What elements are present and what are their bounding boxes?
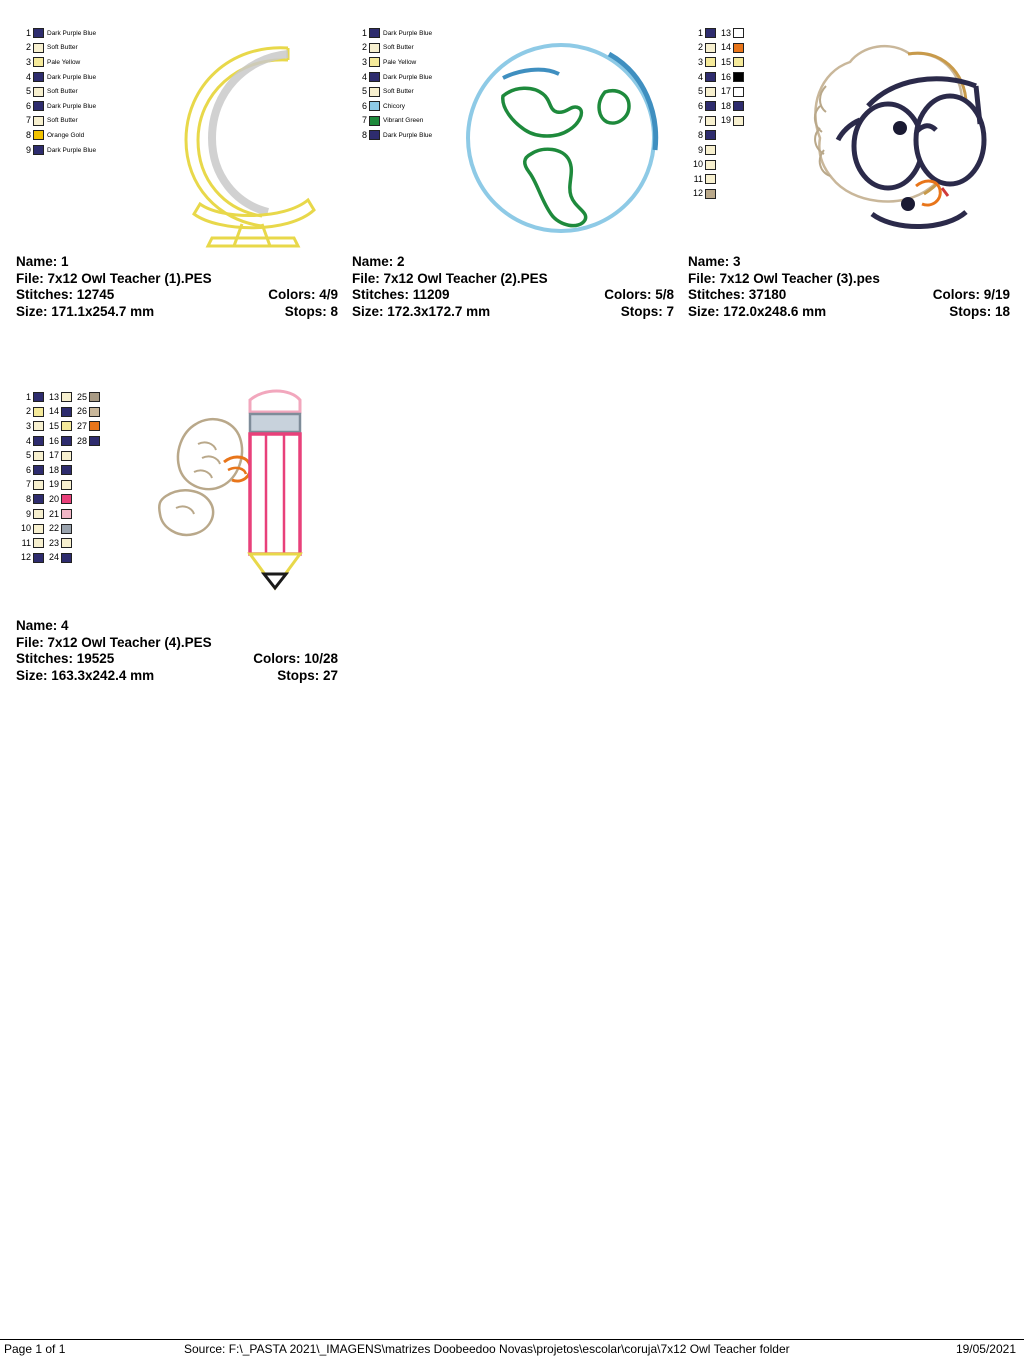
- color-swatch: [61, 436, 72, 446]
- color-name: Dark Purple Blue: [47, 146, 97, 154]
- color-swatch: [705, 87, 716, 97]
- color-swatch: [369, 28, 380, 38]
- color-index: 8: [697, 129, 703, 140]
- color-index: 10: [20, 523, 31, 534]
- color-swatch: [33, 28, 44, 38]
- color-name: Dark Purple Blue: [47, 102, 97, 110]
- color-name: Soft Butter: [47, 44, 78, 52]
- color-swatch: [733, 101, 744, 111]
- color-index: 19: [48, 479, 59, 490]
- color-row: [352, 55, 432, 70]
- color-column: [72, 390, 100, 565]
- color-name: Orange Gold: [47, 131, 85, 139]
- color-name: Soft Butter: [47, 88, 78, 96]
- meta-size-line: [352, 304, 674, 321]
- color-swatch: [33, 465, 44, 475]
- color-row: [44, 551, 72, 566]
- color-row: [16, 70, 96, 85]
- color-swatch: [369, 116, 380, 126]
- design-name: Name: 4: [16, 618, 69, 633]
- color-index: 9: [25, 144, 31, 155]
- design-art-area-2: [344, 14, 680, 254]
- color-row: [716, 70, 744, 85]
- color-swatch: [33, 407, 44, 417]
- color-swatch: [705, 43, 716, 53]
- color-row: [16, 419, 44, 434]
- color-swatch: [61, 524, 72, 534]
- design-name: Name: 2: [352, 254, 405, 269]
- design-row: [8, 14, 1016, 320]
- color-row: [72, 405, 100, 420]
- design-card-1: [8, 14, 344, 320]
- color-swatch: [61, 407, 72, 417]
- embroidery-preview-globe-earth: [459, 34, 669, 244]
- design-meta-2: [344, 254, 674, 320]
- color-row: [16, 55, 96, 70]
- color-index: 23: [48, 537, 59, 548]
- color-index: 4: [25, 435, 31, 446]
- design-file: File: 7x12 Owl Teacher (4).PES: [16, 634, 212, 650]
- color-index: 4: [697, 71, 703, 82]
- color-row: [16, 448, 44, 463]
- color-index: 2: [697, 42, 703, 53]
- color-row: [44, 507, 72, 522]
- color-row: [688, 114, 716, 129]
- color-swatch: [61, 421, 72, 431]
- embroidery-preview-globe-stand: [138, 24, 338, 254]
- color-index: 5: [25, 86, 31, 97]
- meta-stitches-line: [352, 287, 674, 304]
- color-swatch: [33, 509, 44, 519]
- color-index: 7: [25, 479, 31, 490]
- color-index: 28: [76, 435, 87, 446]
- design-size: Size: 172.0x248.6 mm: [688, 303, 827, 319]
- color-index: 1: [361, 27, 367, 38]
- color-swatch: [33, 538, 44, 548]
- color-index: 6: [361, 100, 367, 111]
- color-row: [688, 143, 716, 158]
- design-size: Size: 172.3x172.7 mm: [352, 303, 491, 319]
- color-index: 2: [25, 42, 31, 53]
- design-name: Name: 1: [16, 254, 69, 269]
- color-swatch: [33, 116, 44, 126]
- color-swatch: [733, 28, 744, 38]
- design-stops: Stops: 27: [277, 667, 338, 683]
- color-list-3: [688, 26, 744, 201]
- color-index: 5: [697, 86, 703, 97]
- color-row: [44, 434, 72, 449]
- color-swatch: [61, 465, 72, 475]
- color-row: [16, 551, 44, 566]
- color-index: 4: [25, 71, 31, 82]
- color-swatch: [705, 160, 716, 170]
- color-swatch: [33, 101, 44, 111]
- color-row: [44, 448, 72, 463]
- design-stitches: Stitches: 37180: [688, 287, 787, 302]
- color-row: [688, 99, 716, 114]
- color-name: Pale Yellow: [47, 58, 81, 66]
- color-row: [688, 157, 716, 172]
- color-swatch: [369, 101, 380, 111]
- color-list-1: [16, 26, 96, 157]
- color-swatch: [369, 72, 380, 82]
- color-row: [16, 390, 44, 405]
- meta-file-line: [16, 271, 338, 288]
- color-index: 5: [25, 450, 31, 461]
- color-index: 6: [697, 100, 703, 111]
- color-swatch: [33, 494, 44, 504]
- color-index: 17: [720, 86, 731, 97]
- color-index: 8: [361, 129, 367, 140]
- design-colors: Colors: 5/8: [604, 287, 674, 302]
- design-card-4: [8, 378, 344, 684]
- color-row: [44, 478, 72, 493]
- color-row: [16, 536, 44, 551]
- color-row: [16, 41, 96, 56]
- color-index: 15: [48, 420, 59, 431]
- meta-file-line: [688, 271, 1010, 288]
- color-row: [352, 41, 432, 56]
- color-row: [72, 434, 100, 449]
- color-row: [688, 55, 716, 70]
- design-stops: Stops: 7: [620, 303, 674, 319]
- color-index: 6: [25, 100, 31, 111]
- color-index: 13: [48, 391, 59, 402]
- design-meta-3: [680, 254, 1010, 320]
- color-row: [16, 405, 44, 420]
- color-index: 26: [76, 406, 87, 417]
- design-art-area-1: [8, 14, 344, 254]
- color-index: 21: [48, 508, 59, 519]
- design-art-area-4: [8, 378, 344, 618]
- color-swatch: [733, 87, 744, 97]
- color-index: 14: [48, 406, 59, 417]
- color-swatch: [33, 553, 44, 563]
- color-swatch: [733, 72, 744, 82]
- color-index: 6: [25, 464, 31, 475]
- color-swatch: [61, 451, 72, 461]
- design-meta-4: [8, 618, 338, 684]
- color-swatch: [33, 57, 44, 67]
- color-swatch: [33, 436, 44, 446]
- color-swatch: [705, 189, 716, 199]
- design-file: File: 7x12 Owl Teacher (3).pes: [688, 270, 880, 286]
- color-swatch: [89, 436, 100, 446]
- color-swatch: [33, 480, 44, 490]
- design-card-2: [344, 14, 680, 320]
- color-name: Dark Purple Blue: [383, 131, 433, 139]
- color-swatch: [705, 57, 716, 67]
- color-index: 24: [48, 552, 59, 563]
- color-name: Dark Purple Blue: [47, 29, 97, 37]
- color-index: 2: [25, 406, 31, 417]
- color-index: 14: [720, 42, 731, 53]
- design-row: [8, 378, 1016, 684]
- design-stops: Stops: 18: [949, 303, 1010, 319]
- color-row: [72, 419, 100, 434]
- footer-page-number: Page 1 of 1: [4, 1342, 66, 1356]
- color-name: Soft Butter: [383, 88, 414, 96]
- color-swatch: [33, 421, 44, 431]
- color-index: 7: [697, 115, 703, 126]
- color-column: [352, 26, 432, 143]
- design-size: Size: 163.3x242.4 mm: [16, 667, 155, 683]
- color-swatch: [61, 538, 72, 548]
- color-swatch: [705, 28, 716, 38]
- color-index: 8: [25, 493, 31, 504]
- embroidery-preview-owl-pencil: [138, 386, 338, 616]
- color-index: 7: [361, 115, 367, 126]
- design-stitches: Stitches: 11209: [352, 287, 450, 302]
- color-row: [44, 521, 72, 536]
- design-stitches: Stitches: 12745: [16, 287, 115, 302]
- color-index: 5: [361, 86, 367, 97]
- color-name: Vibrant Green: [383, 117, 424, 125]
- color-swatch: [33, 524, 44, 534]
- meta-stitches-line: [16, 651, 338, 668]
- color-row: [352, 26, 432, 41]
- embroidery-preview-owl-glasses: [790, 28, 990, 258]
- color-name: Soft Butter: [47, 117, 78, 125]
- color-name: Soft Butter: [383, 44, 414, 52]
- color-row: [16, 434, 44, 449]
- design-art-area-3: [680, 14, 1016, 254]
- design-stops: Stops: 8: [284, 303, 338, 319]
- design-meta-1: [8, 254, 338, 320]
- design-name: Name: 3: [688, 254, 741, 269]
- color-swatch: [705, 130, 716, 140]
- design-colors: Colors: 10/28: [253, 651, 338, 666]
- color-row: [688, 26, 716, 41]
- color-index: 3: [697, 56, 703, 67]
- color-row: [716, 114, 744, 129]
- color-swatch: [369, 43, 380, 53]
- color-column: [688, 26, 716, 201]
- meta-file-line: [16, 635, 338, 652]
- color-row: [16, 26, 96, 41]
- color-index: 1: [25, 27, 31, 38]
- color-index: 27: [76, 420, 87, 431]
- color-column: [716, 26, 744, 201]
- meta-stitches-line: [16, 287, 338, 304]
- color-index: 3: [25, 56, 31, 67]
- color-index: 2: [361, 42, 367, 53]
- meta-size-line: [16, 668, 338, 685]
- color-swatch: [705, 72, 716, 82]
- design-colors: Colors: 4/9: [268, 287, 338, 302]
- design-size: Size: 171.1x254.7 mm: [16, 303, 155, 319]
- color-index: 4: [361, 71, 367, 82]
- color-swatch: [61, 480, 72, 490]
- color-column: [16, 26, 96, 157]
- meta-name-line: [16, 254, 338, 271]
- color-index: 18: [48, 464, 59, 475]
- page-footer: [0, 1340, 1024, 1362]
- color-row: [44, 536, 72, 551]
- meta-size-line: [16, 304, 338, 321]
- color-swatch: [705, 145, 716, 155]
- color-row: [16, 143, 96, 158]
- color-row: [352, 70, 432, 85]
- color-swatch: [733, 116, 744, 126]
- color-row: [716, 99, 744, 114]
- color-row: [716, 26, 744, 41]
- color-name: Dark Purple Blue: [383, 29, 433, 37]
- color-list-2: [352, 26, 432, 143]
- color-swatch: [705, 116, 716, 126]
- color-column: [44, 390, 72, 565]
- color-index: 12: [692, 188, 703, 199]
- color-name: Chicory: [383, 102, 406, 110]
- color-swatch: [733, 43, 744, 53]
- color-row: [688, 172, 716, 187]
- color-swatch: [89, 421, 100, 431]
- color-index: 18: [720, 100, 731, 111]
- color-index: 20: [48, 493, 59, 504]
- color-swatch: [733, 57, 744, 67]
- color-index: 7: [25, 115, 31, 126]
- color-swatch: [33, 43, 44, 53]
- color-index: 1: [25, 391, 31, 402]
- color-index: 3: [25, 420, 31, 431]
- color-swatch: [61, 509, 72, 519]
- color-swatch: [89, 407, 100, 417]
- color-index: 8: [25, 129, 31, 140]
- color-swatch: [33, 451, 44, 461]
- color-swatch: [33, 130, 44, 140]
- color-name: Pale Yellow: [383, 58, 417, 66]
- meta-file-line: [352, 271, 674, 288]
- color-index: 11: [693, 173, 703, 184]
- color-swatch: [705, 174, 716, 184]
- design-grid: [8, 14, 1016, 684]
- color-swatch: [61, 553, 72, 563]
- color-index: 3: [361, 56, 367, 67]
- color-row: [44, 390, 72, 405]
- color-row: [688, 187, 716, 202]
- color-row: [716, 84, 744, 99]
- color-row: [72, 390, 100, 405]
- color-row: [352, 99, 432, 114]
- color-index: 12: [20, 552, 31, 563]
- color-index: 17: [48, 450, 59, 461]
- color-row: [16, 99, 96, 114]
- color-index: 16: [720, 71, 731, 82]
- color-row: [16, 114, 96, 129]
- color-row: [16, 463, 44, 478]
- color-row: [352, 114, 432, 129]
- color-row: [44, 419, 72, 434]
- color-index: 1: [697, 27, 703, 38]
- footer-source-path: Source: F:\_PASTA 2021\_IMAGENS\matrizes Doobeedoo Novas\projetos\escolar\coruja\7x12 Owl Teacher folder: [184, 1342, 790, 1356]
- color-swatch: [89, 392, 100, 402]
- color-row: [352, 84, 432, 99]
- color-swatch: [33, 72, 44, 82]
- color-swatch: [369, 57, 380, 67]
- color-row: [688, 70, 716, 85]
- color-swatch: [33, 87, 44, 97]
- meta-name-line: [352, 254, 674, 271]
- color-swatch: [369, 87, 380, 97]
- design-card-3: [680, 14, 1016, 320]
- color-row: [716, 55, 744, 70]
- color-row: [16, 507, 44, 522]
- color-row: [688, 41, 716, 56]
- color-row: [16, 84, 96, 99]
- color-index: 25: [76, 391, 87, 402]
- color-row: [16, 478, 44, 493]
- design-stitches: Stitches: 19525: [16, 651, 115, 666]
- color-index: 15: [720, 56, 731, 67]
- meta-stitches-line: [688, 287, 1010, 304]
- design-file: File: 7x12 Owl Teacher (2).PES: [352, 270, 548, 286]
- color-row: [716, 41, 744, 56]
- color-swatch: [33, 392, 44, 402]
- color-row: [44, 463, 72, 478]
- design-file: File: 7x12 Owl Teacher (1).PES: [16, 270, 212, 286]
- color-list-4: [16, 390, 100, 565]
- color-row: [352, 128, 432, 143]
- color-index: 19: [720, 115, 731, 126]
- color-row: [688, 128, 716, 143]
- color-swatch: [61, 494, 72, 504]
- color-swatch: [61, 392, 72, 402]
- color-swatch: [369, 130, 380, 140]
- color-swatch: [705, 101, 716, 111]
- color-column: [16, 390, 44, 565]
- color-row: [44, 405, 72, 420]
- meta-size-line: [688, 304, 1010, 321]
- color-row: [16, 492, 44, 507]
- color-swatch: [33, 145, 44, 155]
- color-index: 9: [25, 508, 31, 519]
- design-colors: Colors: 9/19: [932, 287, 1010, 302]
- color-name: Dark Purple Blue: [47, 73, 97, 81]
- footer-date: 19/05/2021: [955, 1342, 1016, 1356]
- color-row: [688, 84, 716, 99]
- color-row: [16, 521, 44, 536]
- color-index: 13: [720, 27, 731, 38]
- color-row: [44, 492, 72, 507]
- color-name: Dark Purple Blue: [383, 73, 433, 81]
- color-row: [16, 128, 96, 143]
- color-index: 9: [697, 144, 703, 155]
- color-index: 11: [21, 537, 31, 548]
- color-index: 10: [692, 159, 703, 170]
- meta-name-line: [16, 618, 338, 635]
- color-index: 16: [48, 435, 59, 446]
- color-index: 22: [48, 523, 59, 534]
